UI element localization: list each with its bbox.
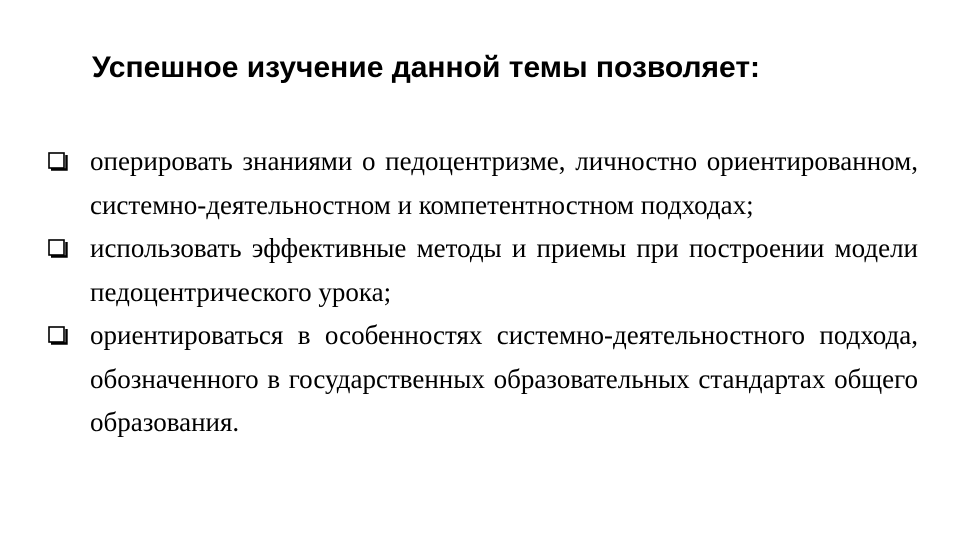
list-item <box>46 314 918 445</box>
list-item-text: ориентироваться в особенностях системно-деятельностного подхода, обозначенного в государственных образовательных стандартах общего образования. <box>90 320 918 437</box>
slide-title: Успешное изучение данной темы позволяет: <box>92 51 761 84</box>
checkbox-square-icon <box>46 237 68 259</box>
bullet-list <box>46 140 918 445</box>
checkbox-square-icon <box>46 150 68 172</box>
checkbox-square-icon <box>46 324 68 346</box>
list-item-text: использовать эффективные методы и приемы при построении модели педоцентрического урока; <box>90 233 918 307</box>
list-item <box>46 227 918 314</box>
list-item <box>46 140 918 227</box>
list-item-text: оперировать знаниями о педоцентризме, личностно ориентированном, системно-деятельностном и компетентностном подходах; <box>90 146 918 220</box>
